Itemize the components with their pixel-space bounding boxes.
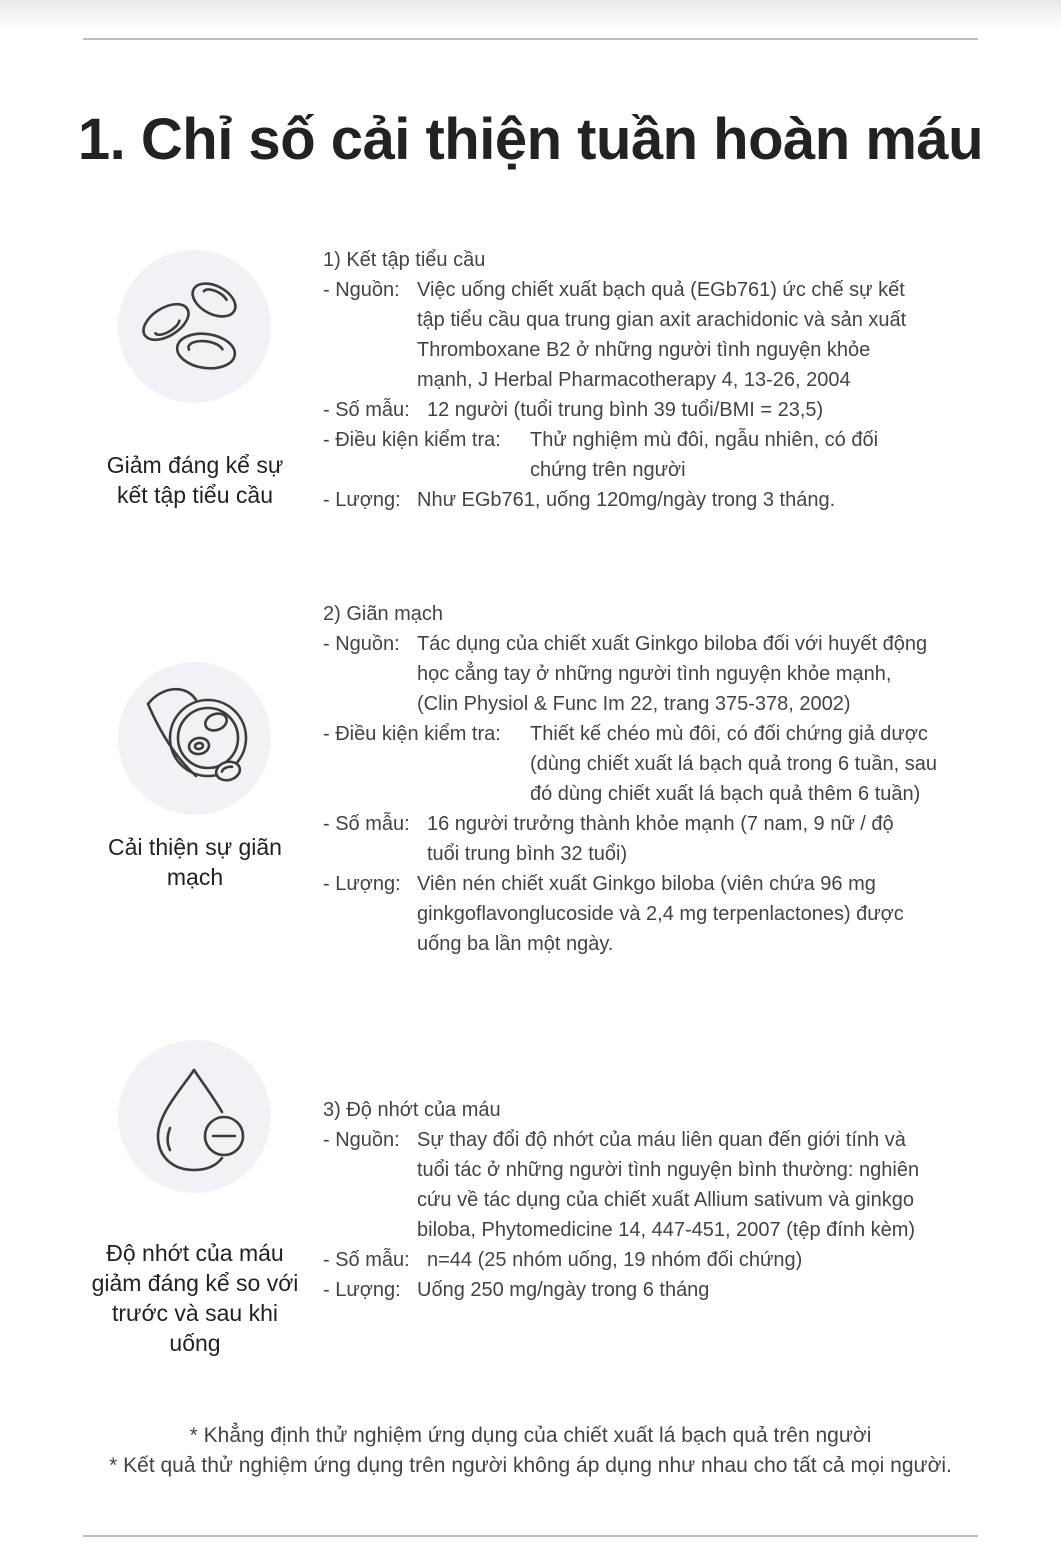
dosage-item: - Lượng: Viên nén chiết xuất Ginkgo biloba (viên chứa 96 mg ginkgoflavonglucoside và 2,4 mg terpenlactones) được uống ba lần một ngày.	[323, 873, 904, 955]
dosage-item: - Lượng: Uống 250 mg/ngày trong 6 tháng	[323, 1279, 710, 1301]
source-item: - Nguồn: Sự thay đổi độ nhớt của máu liên quan đến giới tính và tuổi tác ở những người tình nguyện bình thường: nghiên cứu về tác dụng của chiết xuất Allium sativum và ginkgo biloba, Phytomedicine 14, 447-451, 2007 (tệp đính kèm)	[323, 1129, 920, 1241]
section-platelet-aggregation	[323, 245, 1003, 515]
section-heading: 3) Độ nhớt của máu	[323, 1099, 501, 1121]
section-vasodilation	[323, 599, 1003, 959]
page-title: 1. Chỉ số cải thiện tuần hoàn máu	[77, 107, 984, 172]
footnotes	[0, 1421, 1061, 1481]
section-heading: 2) Giãn mạch	[323, 603, 444, 625]
source-item: - Nguồn: Tác dụng của chiết xuất Ginkgo biloba đối với huyết động học cẳng tay ở những người tình nguyện khỏe mạnh, (Clin Physiol & Func Im 22, trang 375-378, 2002)	[323, 633, 928, 715]
top-shadow	[0, 0, 1061, 30]
platelet-cells-icon	[118, 250, 271, 403]
test-condition-item: - Điều kiện kiểm tra: Thiết kế chéo mù đôi, có đối chứng giả dược (dùng chiết xuất lá bạch quả trong 6 tuần, sau đó dùng chiết xuất lá bạch quả thêm 6 tuần)	[323, 723, 937, 805]
footnote: * Khẳng định thử nghiệm ứng dụng của chiết xuất lá bạch quả trên người	[189, 1424, 872, 1447]
bottom-divider	[83, 1535, 978, 1537]
blood-drop-minus-icon	[118, 1040, 271, 1193]
blood-vessel-icon	[118, 662, 271, 815]
top-divider	[83, 38, 978, 40]
caption-blood-viscosity: Độ nhớt của máu giảm đáng kể so với trước và sau khi uống	[91, 1240, 299, 1356]
dosage-item: - Lượng: Như EGb761, uống 120mg/ngày trong 3 tháng.	[323, 489, 836, 511]
sample-item: - Số mẫu: n=44 (25 nhóm uống, 19 nhóm đối chứng)	[323, 1249, 803, 1271]
footnote: * Kết quả thử nghiệm ứng dụng trên người không áp dụng như nhau cho tất cả mọi người.	[109, 1454, 952, 1477]
section-blood-viscosity	[323, 1095, 1003, 1305]
source-item: - Nguồn: Việc uống chiết xuất bạch quả (EGb761) ức chế sự kết tập tiểu cầu qua trung gian axit arachidonic và sản xuất Thromboxane B2 ở những người tình nguyện khỏe mạnh, J Herbal Pharmacotherapy 4, 13-26, 2004	[323, 279, 907, 391]
test-condition-item: - Điều kiện kiểm tra: Thử nghiệm mù đôi, ngẫu nhiên, có đối chứng trên người	[323, 429, 879, 481]
sample-item: - Số mẫu: 12 người (tuổi trung bình 39 tuổi/BMI = 23,5)	[323, 399, 824, 421]
section-heading: 1) Kết tập tiểu cầu	[323, 249, 486, 271]
caption-platelet: Giảm đáng kể sự kết tập tiểu cầu	[106, 452, 284, 508]
sample-item: - Số mẫu: 16 người trưởng thành khỏe mạnh (7 nam, 9 nữ / độ tuổi trung bình 32 tuổi)	[323, 813, 894, 865]
caption-vasodilation: Cải thiện sự giãn mạch	[108, 834, 282, 890]
